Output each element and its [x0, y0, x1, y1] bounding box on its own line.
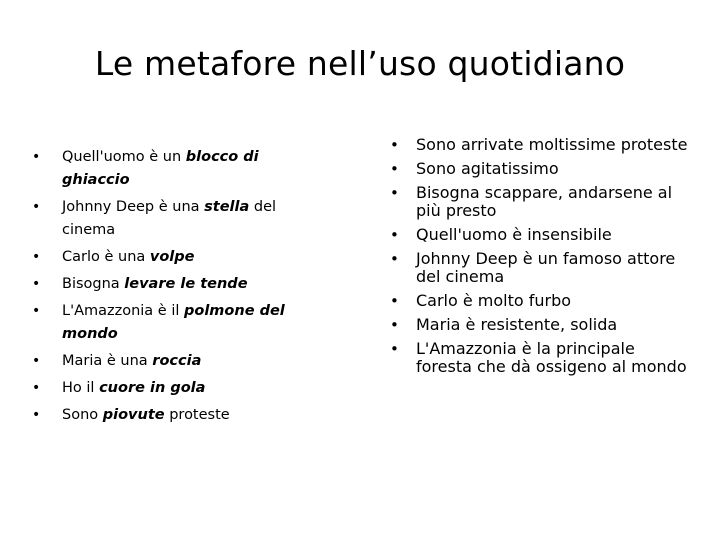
list-item: [32, 350, 322, 373]
item-text: L'Amazzonia è la principale foresta che dà ossigeno al mondo: [416, 339, 687, 376]
metaphor-list: [32, 146, 322, 431]
bullet-icon: •: [390, 316, 399, 334]
bullet-icon: •: [390, 250, 399, 268]
bullet-icon: •: [390, 160, 399, 178]
item-text: Quell'uomo è un: [62, 149, 186, 165]
item-text-tail: proteste: [164, 407, 230, 423]
item-text: Carlo è molto furbo: [416, 291, 572, 310]
item-text-tail: del cinema: [62, 199, 277, 238]
meaning-list: [390, 136, 690, 382]
bullet-icon: •: [32, 380, 41, 396]
item-metaphor: polmone del mondo: [62, 303, 285, 342]
bullet-icon: •: [32, 276, 41, 292]
bullet-icon: •: [390, 184, 399, 202]
bullet-icon: •: [390, 226, 399, 244]
list-item: [390, 250, 690, 286]
list-item: [390, 136, 690, 154]
item-metaphor: volpe: [149, 249, 195, 265]
item-text: Carlo è una: [62, 249, 150, 265]
bullet-icon: •: [32, 199, 41, 215]
bullet-icon: •: [390, 292, 399, 310]
list-item: [32, 404, 322, 427]
slide-title: Le metafore nell’uso quotidiano: [94, 44, 626, 83]
list-item: [32, 196, 322, 242]
bullet-icon: •: [32, 353, 41, 369]
item-text: L'Amazzonia è il: [62, 303, 184, 319]
item-metaphor: piovute: [102, 407, 165, 423]
item-text: Maria è una: [62, 353, 153, 369]
list-item: [390, 340, 690, 376]
item-text: Sono arrivate moltissime proteste: [416, 135, 688, 154]
list-item: [32, 146, 322, 192]
item-text: Sono agitatissimo: [416, 159, 559, 178]
item-text: Quell'uomo è insensibile: [416, 225, 612, 244]
item-metaphor: roccia: [152, 353, 202, 369]
bullet-icon: •: [390, 136, 399, 154]
bullet-icon: •: [32, 249, 41, 265]
list-item: [32, 273, 322, 296]
item-metaphor: blocco di ghiaccio: [62, 149, 259, 188]
item-metaphor: cuore in gola: [99, 380, 206, 396]
bullet-icon: •: [32, 303, 41, 319]
item-text: Johnny Deep è un famoso attore del cinema: [416, 249, 676, 286]
bullet-icon: •: [32, 149, 41, 165]
item-text: Johnny Deep è una: [62, 199, 205, 215]
item-metaphor: levare le tende: [124, 276, 248, 292]
list-item: [390, 184, 690, 220]
bullet-icon: •: [390, 340, 399, 358]
bullet-icon: •: [32, 407, 41, 423]
item-text: Bisogna scappare, andarsene al più presto: [416, 183, 673, 220]
item-metaphor: stella: [204, 199, 250, 215]
list-item: [32, 300, 322, 346]
list-item: [390, 226, 690, 244]
list-item: [32, 377, 322, 400]
list-item: [390, 160, 690, 178]
item-text: Sono: [62, 407, 103, 423]
list-item: [390, 316, 690, 334]
list-item: [32, 246, 322, 269]
item-text: Bisogna: [62, 276, 125, 292]
list-item: [390, 292, 690, 310]
item-text: Ho il: [62, 380, 100, 396]
item-text: Maria è resistente, solida: [416, 315, 618, 334]
